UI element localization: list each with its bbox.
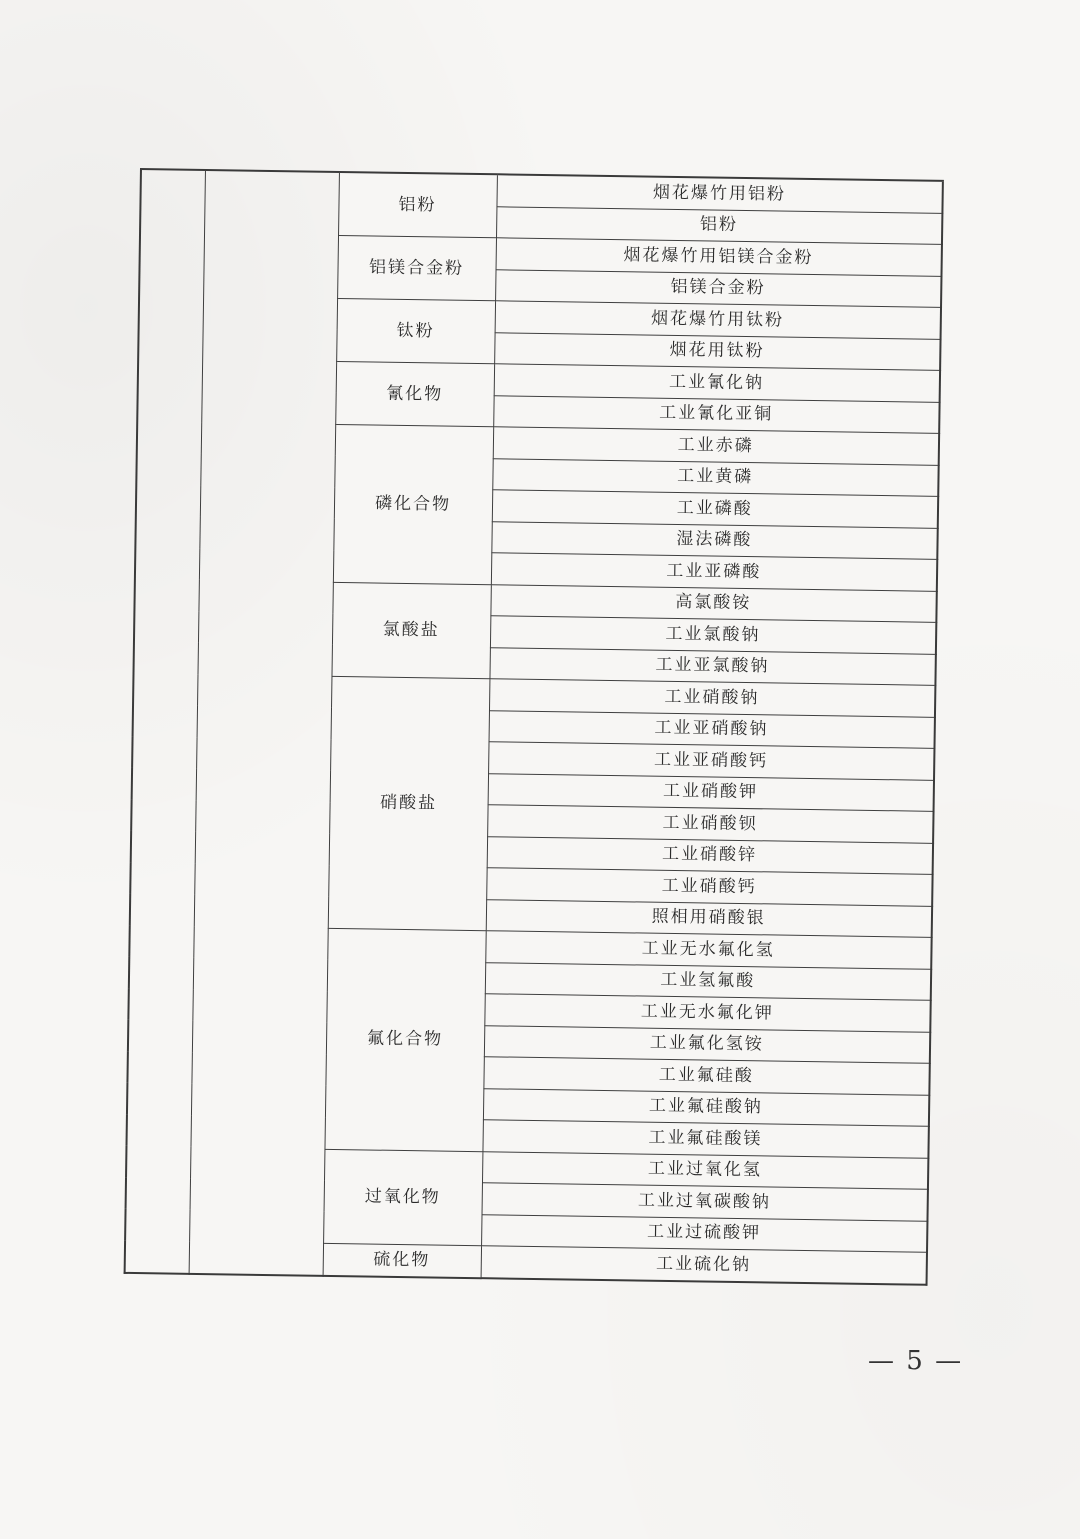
product-cell: 工业过氧碳酸钠: [482, 1183, 928, 1221]
product-cell: 烟花爆竹用铝镁合金粉: [496, 238, 942, 276]
product-cell: 工业氢氟酸: [485, 962, 931, 1000]
page-number: — 5 —: [868, 1346, 964, 1376]
category-cell: 钛粉: [336, 298, 495, 363]
product-cell: 铝粉: [496, 206, 942, 244]
product-cell: 工业氟硅酸: [483, 1057, 929, 1095]
table-container: [124, 168, 942, 1285]
product-cell: 工业无水氟化氢: [485, 931, 931, 969]
product-cell: 照相用硝酸银: [486, 899, 932, 937]
product-cell: 工业亚硝酸钙: [488, 742, 934, 780]
product-cell: 工业过氧化氢: [482, 1151, 928, 1189]
product-cell: 工业氟化氢铵: [484, 1025, 930, 1063]
product-cell: 工业无水氟化钾: [484, 994, 930, 1032]
product-cell: 工业硝酸钡: [487, 805, 933, 843]
product-cell: 铝镁合金粉: [495, 269, 941, 307]
product-cell: 工业亚硝酸钠: [489, 710, 935, 748]
product-cell: 工业赤磷: [493, 427, 939, 465]
product-cell: 工业硝酸钙: [486, 868, 932, 906]
product-cell: 工业氯酸钠: [490, 616, 936, 654]
product-cell: 烟花爆竹用钛粉: [495, 301, 941, 339]
product-cell: 工业硫化钠: [481, 1246, 927, 1285]
product-cell: 工业磷酸: [492, 490, 938, 528]
product-cell: 工业氟硅酸镁: [482, 1120, 928, 1158]
chemical-product-table: [124, 168, 944, 1285]
category-cell: 氯酸盐: [331, 582, 490, 679]
product-cell: 工业硝酸锌: [487, 836, 933, 874]
product-cell: 工业亚磷酸: [491, 553, 937, 591]
product-cell: 工业氰化亚铜: [493, 395, 939, 433]
product-cell: 湿法磷酸: [491, 521, 937, 559]
category-cell: 硝酸盐: [328, 676, 490, 930]
product-cell: 工业硝酸钠: [489, 679, 935, 717]
product-cell: 工业亚氯酸钠: [489, 647, 935, 685]
product-cell: 烟花用钛粉: [494, 332, 940, 370]
product-cell: 工业硝酸钾: [488, 773, 934, 811]
category-cell: 氟化合物: [324, 928, 485, 1151]
blank-column-b: [189, 170, 339, 1275]
category-cell: 铝粉: [338, 172, 497, 238]
product-cell: 高氯酸铵: [490, 584, 936, 622]
product-cell: 烟花爆竹用铝粉: [496, 174, 942, 213]
table-body: [125, 169, 943, 1284]
category-cell: 磷化合物: [333, 424, 493, 584]
product-cell: 工业氰化钠: [494, 364, 940, 402]
category-cell: 氰化物: [335, 361, 494, 426]
product-cell: 工业过硫酸钾: [481, 1214, 927, 1252]
category-cell: 铝镁合金粉: [337, 235, 496, 300]
product-cell: 工业氟硅酸钠: [483, 1088, 929, 1126]
category-cell: 硫化物: [323, 1243, 481, 1277]
category-cell: 过氧化物: [323, 1149, 482, 1246]
product-cell: 工业黄磷: [492, 458, 938, 496]
